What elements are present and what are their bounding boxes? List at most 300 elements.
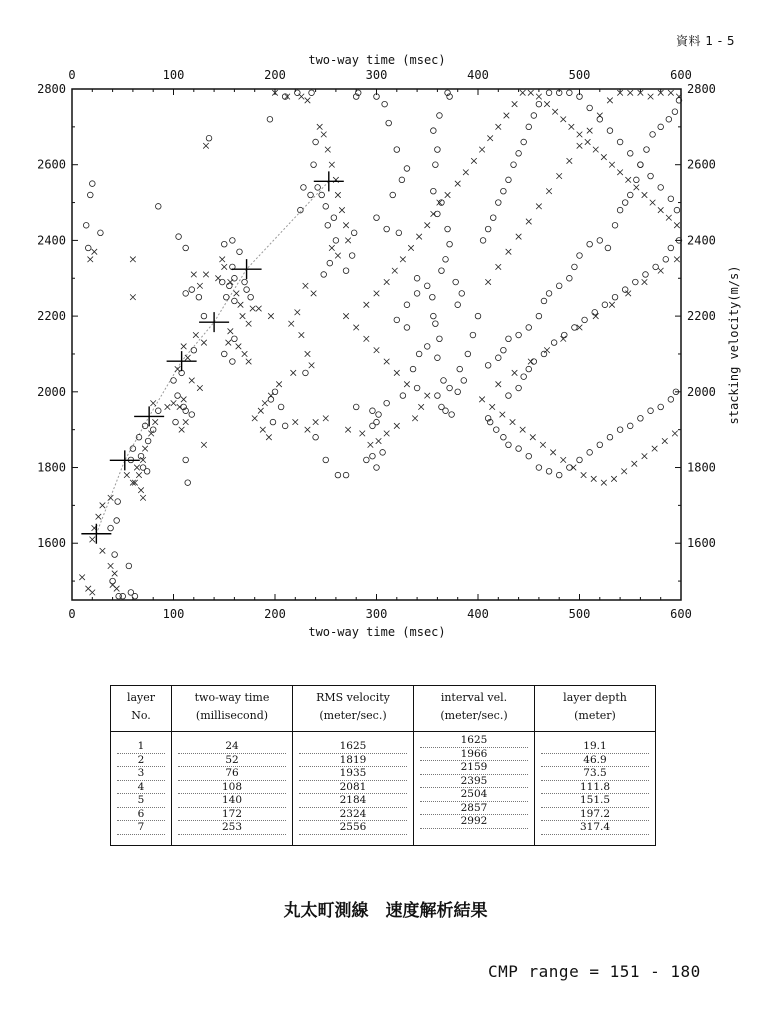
semblance-cross-point xyxy=(203,272,209,278)
semblance-cross-point xyxy=(124,472,130,478)
semblance-cross-point xyxy=(136,472,142,478)
semblance-circle-point xyxy=(437,113,443,119)
semblance-circle-point xyxy=(582,317,588,323)
semblance-cross-point xyxy=(345,238,351,244)
table-cell: 1 xyxy=(117,740,165,754)
semblance-circle-point xyxy=(201,313,207,319)
semblance-cross-point xyxy=(567,158,573,164)
table-cell: 172 xyxy=(178,808,286,822)
y-tick-label-right: 1600 xyxy=(687,536,716,551)
semblance-circle-point xyxy=(206,135,212,141)
semblance-circle-point xyxy=(416,351,422,357)
semblance-circle-point xyxy=(191,347,197,353)
semblance-cross-point xyxy=(142,446,148,452)
semblance-circle-point xyxy=(516,151,522,157)
semblance-circle-point xyxy=(130,446,136,452)
semblance-cross-point xyxy=(571,465,577,471)
semblance-circle-point xyxy=(399,177,405,183)
semblance-circle-point xyxy=(672,109,678,115)
semblance-cross-point xyxy=(353,325,359,331)
semblance-cross-point xyxy=(392,268,398,274)
semblance-circle-point xyxy=(242,279,248,285)
semblance-circle-point xyxy=(176,234,182,240)
semblance-cross-point xyxy=(536,204,542,210)
semblance-cross-point xyxy=(201,340,207,346)
semblance-circle-point xyxy=(144,469,150,475)
semblance-cross-point xyxy=(666,215,672,221)
semblance-circle-point xyxy=(390,192,396,198)
semblance-cross-point xyxy=(242,351,248,357)
semblance-cross-point xyxy=(215,275,221,281)
semblance-cross-point xyxy=(305,98,311,104)
semblance-cross-point xyxy=(556,173,562,179)
semblance-cross-point xyxy=(376,438,382,444)
y-tick-label-right: 1800 xyxy=(687,460,716,475)
picked-velocity-plus xyxy=(134,406,164,426)
semblance-cross-point xyxy=(577,132,583,138)
semblance-circle-point xyxy=(343,472,349,478)
semblance-circle-point xyxy=(605,245,611,251)
semblance-cross-point xyxy=(303,283,309,289)
semblance-circle-point xyxy=(424,283,430,289)
semblance-cross-point xyxy=(183,419,189,425)
semblance-cross-point xyxy=(526,219,532,225)
semblance-cross-point xyxy=(479,147,485,153)
semblance-circle-point xyxy=(87,192,93,198)
semblance-cross-point xyxy=(226,340,232,346)
semblance-cross-point xyxy=(512,101,518,107)
semblance-circle-point xyxy=(634,177,640,183)
semblance-cross-point xyxy=(528,359,534,365)
semblance-circle-point xyxy=(155,408,161,414)
semblance-circle-point xyxy=(439,268,445,274)
semblance-circle-point xyxy=(572,325,578,331)
semblance-cross-point xyxy=(228,328,234,334)
semblance-cross-point xyxy=(323,416,329,422)
table-cell: 2395 xyxy=(420,775,528,789)
semblance-circle-point xyxy=(384,226,390,232)
table-cell: 2992 xyxy=(420,815,528,829)
semblance-circle-point xyxy=(622,200,628,206)
semblance-circle-point xyxy=(597,442,603,448)
velocity-results-table xyxy=(110,685,656,846)
table-cell: 1625 xyxy=(299,740,407,754)
table-cell: 7 xyxy=(117,821,165,835)
semblance-circle-point xyxy=(587,450,593,456)
semblance-circle-point xyxy=(333,238,339,244)
y-tick-label-left: 2200 xyxy=(37,309,66,324)
semblance-circle-point xyxy=(480,238,486,244)
semblance-circle-point xyxy=(309,90,315,96)
semblance-circle-point xyxy=(658,124,664,130)
semblance-circle-point xyxy=(567,90,573,96)
semblance-circle-point xyxy=(674,207,680,213)
semblance-cross-point xyxy=(674,257,680,263)
y-tick-label-right: 2800 xyxy=(687,82,716,96)
semblance-circle-point xyxy=(435,393,441,399)
semblance-circle-point xyxy=(648,408,654,414)
semblance-circle-point xyxy=(521,374,527,380)
semblance-circle-point xyxy=(155,204,161,210)
semblance-cross-point xyxy=(607,98,613,104)
semblance-circle-point xyxy=(490,215,496,221)
x-tick-label-top: 200 xyxy=(264,68,286,82)
semblance-circle-point xyxy=(506,336,512,342)
semblance-cross-point xyxy=(536,94,542,100)
semblance-circle-point xyxy=(441,378,447,384)
semblance-circle-point xyxy=(370,408,376,414)
semblance-circle-point xyxy=(349,253,355,259)
semblance-circle-point xyxy=(433,162,439,168)
top-x-axis-label: two-way time (msec) xyxy=(308,53,446,67)
semblance-circle-point xyxy=(447,385,453,391)
semblance-cross-point xyxy=(130,294,136,300)
semblance-cross-point xyxy=(597,113,603,119)
semblance-cross-point xyxy=(150,400,156,406)
semblance-cross-point xyxy=(100,503,106,509)
table-cell: 73.5 xyxy=(541,767,649,781)
table-cell: 24 xyxy=(178,740,286,754)
table-cell: 6 xyxy=(117,808,165,822)
x-tick-label-top: 0 xyxy=(68,68,76,82)
y-tick-label-left: 1800 xyxy=(37,460,66,475)
semblance-cross-point xyxy=(587,128,593,134)
semblance-circle-point xyxy=(308,192,314,198)
semblance-cross-point xyxy=(305,427,311,433)
semblance-circle-point xyxy=(443,408,449,414)
semblance-cross-point xyxy=(577,143,583,149)
semblance-cross-point xyxy=(520,427,526,433)
semblance-circle-point xyxy=(445,226,451,232)
semblance-cross-point xyxy=(418,404,424,410)
semblance-circle-point xyxy=(270,419,276,425)
table-cell: 2184 xyxy=(299,794,407,808)
table-cell: 2159 xyxy=(420,761,528,775)
semblance-circle-point xyxy=(627,192,633,198)
semblance-circle-point xyxy=(633,279,639,285)
semblance-cross-point xyxy=(674,222,680,228)
semblance-cross-point xyxy=(560,457,566,463)
semblance-circle-point xyxy=(648,173,654,179)
semblance-circle-point xyxy=(221,351,227,357)
semblance-circle-point xyxy=(435,355,441,361)
semblance-circle-point xyxy=(455,302,461,308)
semblance-cross-point xyxy=(496,381,502,387)
semblance-cross-point xyxy=(512,370,518,376)
semblance-cross-point xyxy=(246,321,252,327)
semblance-circle-point xyxy=(485,363,491,369)
picked-velocity-plus xyxy=(199,312,229,332)
table-cell: 2504 xyxy=(420,788,528,802)
semblance-cross-point xyxy=(650,200,656,206)
semblance-circle-point xyxy=(221,241,227,247)
x-tick-label-bottom: 0 xyxy=(68,607,76,621)
semblance-circle-point xyxy=(431,313,437,319)
table-cell: 2556 xyxy=(299,821,407,835)
semblance-cross-point xyxy=(384,431,390,437)
semblance-circle-point xyxy=(506,393,512,399)
semblance-cross-point xyxy=(463,169,469,175)
semblance-cross-point xyxy=(256,306,262,312)
semblance-circle-point xyxy=(382,101,388,107)
table-cell: 2 xyxy=(117,754,165,768)
semblance-circle-point xyxy=(658,185,664,191)
semblance-cross-point xyxy=(295,310,301,316)
semblance-circle-point xyxy=(98,230,104,236)
semblance-cross-point xyxy=(625,177,631,183)
semblance-circle-point xyxy=(546,90,552,96)
semblance-cross-point xyxy=(290,370,296,376)
semblance-circle-point xyxy=(364,457,370,463)
semblance-cross-point xyxy=(642,453,648,459)
semblance-circle-point xyxy=(380,450,386,456)
semblance-cross-point xyxy=(544,347,550,353)
semblance-circle-point xyxy=(577,253,583,259)
semblance-cross-point xyxy=(339,207,345,213)
semblance-cross-point xyxy=(593,313,599,319)
semblance-cross-point xyxy=(219,257,225,263)
semblance-circle-point xyxy=(414,275,420,281)
semblance-cross-point xyxy=(368,442,374,448)
semblance-circle-point xyxy=(394,147,400,153)
semblance-circle-point xyxy=(551,340,557,346)
semblance-cross-point xyxy=(112,571,118,577)
semblance-cross-point xyxy=(266,434,272,440)
semblance-cross-point xyxy=(189,378,195,384)
semblance-cross-point xyxy=(321,132,327,138)
semblance-circle-point xyxy=(331,215,337,221)
column-rms-velocity xyxy=(293,732,414,846)
semblance-circle-point xyxy=(531,359,537,365)
semblance-circle-point xyxy=(384,400,390,406)
semblance-circle-point xyxy=(602,302,608,308)
x-tick-label-bottom: 300 xyxy=(365,607,388,621)
y-tick-label-left: 2600 xyxy=(37,157,66,172)
table-cell: 4 xyxy=(117,781,165,795)
table-cell: 151.5 xyxy=(541,794,649,808)
semblance-circle-point xyxy=(501,434,507,440)
semblance-cross-point xyxy=(268,393,274,399)
semblance-cross-point xyxy=(510,419,516,425)
semblance-cross-point xyxy=(668,90,674,96)
semblance-cross-point xyxy=(658,268,664,274)
semblance-circle-point xyxy=(536,465,542,471)
semblance-cross-point xyxy=(250,306,256,312)
x-tick-label-bottom: 100 xyxy=(162,607,185,621)
semblance-circle-point xyxy=(173,419,179,425)
semblance-cross-point xyxy=(313,419,319,425)
semblance-cross-point xyxy=(238,302,244,308)
semblance-circle-point xyxy=(475,313,481,319)
column-interval-velocity xyxy=(414,732,535,846)
table-cell: 2324 xyxy=(299,808,407,822)
column-layer-no xyxy=(111,732,172,846)
semblance-circle-point xyxy=(638,416,644,422)
semblance-cross-point xyxy=(201,442,207,448)
right-y-axis-label: stacking velocity(m/s) xyxy=(727,265,741,425)
x-tick-label-top: 400 xyxy=(467,68,489,82)
semblance-circle-point xyxy=(145,438,151,444)
semblance-circle-point xyxy=(244,287,250,293)
semblance-cross-point xyxy=(87,257,93,263)
semblance-circle-point xyxy=(485,226,491,232)
semblance-circle-point xyxy=(470,332,476,338)
table-header-row xyxy=(111,686,656,732)
x-tick-label-top: 300 xyxy=(365,68,388,82)
semblance-circle-point xyxy=(459,291,465,297)
semblance-circle-point xyxy=(313,434,319,440)
semblance-cross-point xyxy=(343,222,349,228)
semblance-cross-point xyxy=(625,291,631,297)
semblance-circle-point xyxy=(531,113,537,119)
semblance-circle-point xyxy=(643,272,649,278)
semblance-cross-point xyxy=(293,419,299,425)
semblance-circle-point xyxy=(189,287,195,293)
semblance-circle-point xyxy=(404,325,410,331)
header-layer-no: layer No. xyxy=(111,686,172,732)
semblance-circle-point xyxy=(248,294,254,300)
semblance-cross-point xyxy=(648,94,654,100)
semblance-cross-point xyxy=(181,397,187,403)
semblance-circle-point xyxy=(526,453,532,459)
table-cell: 1966 xyxy=(420,748,528,762)
table-cell: 2081 xyxy=(299,781,407,795)
semblance-circle-point xyxy=(311,162,317,168)
semblance-cross-point xyxy=(546,188,552,194)
plot-frame xyxy=(72,89,681,600)
semblance-cross-point xyxy=(431,211,437,217)
semblance-circle-point xyxy=(526,124,532,130)
picked-velocity-plus xyxy=(167,351,197,371)
semblance-circle-point xyxy=(668,397,674,403)
semblance-cross-point xyxy=(581,472,587,478)
semblance-cross-point xyxy=(530,434,536,440)
semblance-circle-point xyxy=(653,264,659,270)
semblance-circle-point xyxy=(116,593,122,599)
semblance-cross-point xyxy=(252,416,258,422)
semblance-circle-point xyxy=(511,162,517,168)
semblance-cross-point xyxy=(609,302,615,308)
semblance-cross-point xyxy=(246,359,252,365)
semblance-circle-point xyxy=(556,283,562,289)
semblance-cross-point xyxy=(560,336,566,342)
figure-caption: 丸太町測線 速度解析結果 xyxy=(283,901,488,921)
semblance-cross-point xyxy=(221,264,227,270)
semblance-circle-point xyxy=(335,472,341,478)
semblance-circle-point xyxy=(301,185,307,191)
semblance-cross-point xyxy=(550,450,556,456)
semblance-cross-point xyxy=(335,253,341,259)
semblance-circle-point xyxy=(175,393,181,399)
semblance-circle-point xyxy=(414,291,420,297)
semblance-cross-point xyxy=(236,344,242,350)
semblance-cross-point xyxy=(364,336,370,342)
semblance-cross-point xyxy=(325,147,331,153)
semblance-circle-point xyxy=(435,147,441,153)
semblance-circle-point xyxy=(370,453,376,459)
semblance-circle-point xyxy=(351,230,357,236)
semblance-cross-point xyxy=(234,291,240,297)
semblance-cross-point xyxy=(130,257,136,263)
table-cell: 253 xyxy=(178,821,286,835)
semblance-circle-point xyxy=(126,563,132,569)
semblance-cross-point xyxy=(516,234,522,240)
semblance-cross-point xyxy=(100,548,106,554)
semblance-cross-point xyxy=(471,158,477,164)
semblance-circle-point xyxy=(447,241,453,247)
semblance-cross-point xyxy=(240,313,246,319)
semblance-cross-point xyxy=(569,124,575,130)
semblance-circle-point xyxy=(546,291,552,297)
semblance-cross-point xyxy=(496,264,502,270)
semblance-circle-point xyxy=(227,283,233,289)
semblance-cross-point xyxy=(329,162,335,168)
header-layer-depth: layer depth (meter) xyxy=(535,686,656,732)
cmp-range-label: CMP range = 151 - 180 xyxy=(488,962,701,981)
table-body-row xyxy=(111,732,656,846)
semblance-circle-point xyxy=(431,188,437,194)
semblance-circle-point xyxy=(627,151,633,157)
semblance-circle-point xyxy=(376,412,382,418)
semblance-cross-point xyxy=(634,185,640,191)
semblance-cross-point xyxy=(601,480,607,486)
header-two-way-time: two-way time (millisecond) xyxy=(172,686,293,732)
x-tick-label-bottom: 600 xyxy=(670,607,692,621)
semblance-cross-point xyxy=(404,381,410,387)
semblance-cross-point xyxy=(662,438,668,444)
semblance-circle-point xyxy=(556,472,562,478)
semblance-circle-point xyxy=(617,207,623,213)
semblance-circle-point xyxy=(658,404,664,410)
semblance-cross-point xyxy=(329,245,335,251)
semblance-circle-point xyxy=(183,245,189,251)
y-tick-label-right: 2200 xyxy=(687,309,716,324)
table-cell: 140 xyxy=(178,794,286,808)
semblance-circle-point xyxy=(612,294,618,300)
semblance-cross-point xyxy=(585,139,591,145)
semblance-circle-point xyxy=(424,344,430,350)
table-cell: 19.1 xyxy=(541,740,649,754)
semblance-cross-point xyxy=(181,344,187,350)
semblance-circle-point xyxy=(541,298,547,304)
picked-velocity-plus xyxy=(110,450,140,470)
semblance-cross-point xyxy=(394,370,400,376)
semblance-cross-point xyxy=(632,461,638,467)
x-tick-label-top: 100 xyxy=(162,68,185,82)
semblance-cross-point xyxy=(394,423,400,429)
semblance-circle-point xyxy=(404,302,410,308)
table-cell: 1935 xyxy=(299,767,407,781)
semblance-cross-point xyxy=(611,476,617,482)
semblance-circle-point xyxy=(189,412,195,418)
page-reference-label: 資料 1 - 5 xyxy=(676,34,736,48)
table-cell: 46.9 xyxy=(541,754,649,768)
semblance-cross-point xyxy=(305,351,311,357)
x-tick-label-top: 500 xyxy=(568,68,591,82)
semblance-cross-point xyxy=(179,427,185,433)
semblance-cross-point xyxy=(317,124,323,130)
semblance-cross-point xyxy=(165,404,171,410)
semblance-cross-point xyxy=(520,90,526,96)
semblance-circle-point xyxy=(567,275,573,281)
semblance-cross-point xyxy=(299,332,305,338)
table-cell: 52 xyxy=(178,754,286,768)
table-cell: 111.8 xyxy=(541,781,649,795)
semblance-circle-point xyxy=(267,116,273,122)
semblance-cross-point xyxy=(311,291,317,297)
semblance-cross-point xyxy=(621,469,627,475)
semblance-circle-point xyxy=(546,469,552,475)
